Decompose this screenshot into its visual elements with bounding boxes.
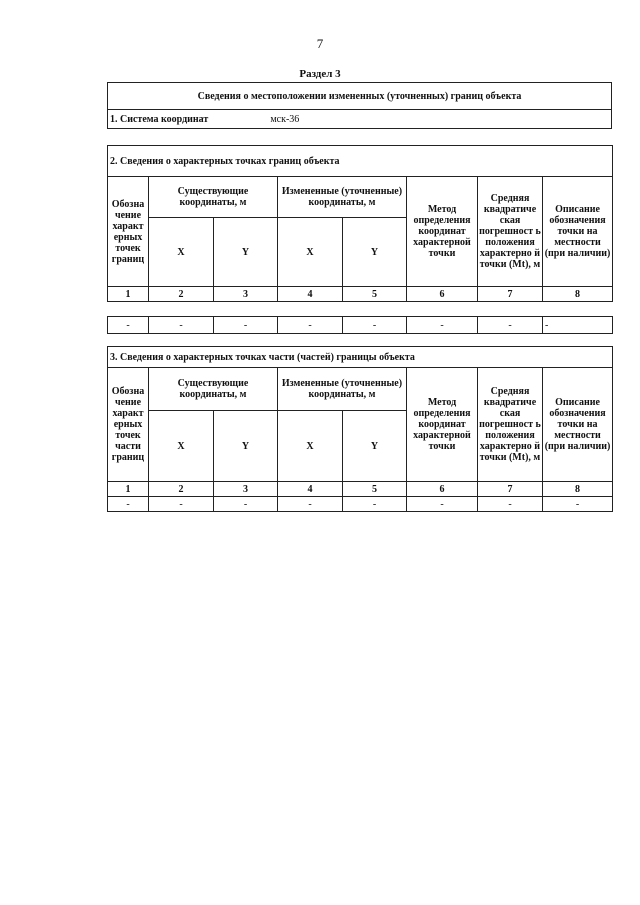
header-designation: Обозна чение характ ерных точек границ bbox=[108, 177, 149, 287]
header-y-existing: Y bbox=[214, 411, 278, 482]
header-designation: Обозна чение характ ерных точек части границ bbox=[108, 368, 149, 482]
header-x-existing: X bbox=[149, 218, 214, 287]
boundary-location-table bbox=[107, 82, 612, 129]
header-x-changed: X bbox=[278, 411, 343, 482]
table-cell: - bbox=[214, 497, 278, 512]
col-number: 4 bbox=[278, 482, 343, 497]
coord-system-label: 1. Система координат bbox=[110, 113, 209, 125]
col-number: 1 bbox=[108, 287, 149, 302]
block2-title: 2. Сведения о характерных точках границ объекта bbox=[108, 146, 613, 177]
header-method: Метод определения координат характерной точки bbox=[407, 368, 478, 482]
table-cell: - bbox=[108, 497, 149, 512]
table-cell: - bbox=[214, 317, 278, 334]
header-description: Описание обозначения точки на местности (при наличии) bbox=[543, 368, 613, 482]
col-number: 7 bbox=[478, 287, 543, 302]
header-description: Описание обозначения точки на местности (при наличии) bbox=[543, 177, 613, 287]
table-cell: - bbox=[478, 497, 543, 512]
table-cell: - bbox=[407, 497, 478, 512]
col-number: 3 bbox=[214, 287, 278, 302]
header-error: Средняя квадратиче ская погрешност ь положения характерно й точки (Mt), м bbox=[478, 177, 543, 287]
col-number: 5 bbox=[343, 287, 407, 302]
col-number: 1 bbox=[108, 482, 149, 497]
table-cell: - bbox=[149, 317, 214, 334]
header-existing-coords: Существующие координаты, м bbox=[149, 177, 278, 218]
table-cell: - bbox=[343, 317, 407, 334]
header-changed-coords: Измененные (уточненные) координаты, м bbox=[278, 368, 407, 411]
col-number: 4 bbox=[278, 287, 343, 302]
header-changed-coords: Измененные (уточненные) координаты, м bbox=[278, 177, 407, 218]
boundary-points-table bbox=[107, 145, 613, 302]
table-cell: - bbox=[278, 497, 343, 512]
table-cell: - bbox=[543, 497, 613, 512]
header-y-changed: Y bbox=[343, 218, 407, 287]
table-cell: - bbox=[108, 317, 149, 334]
col-number: 8 bbox=[543, 482, 613, 497]
col-number: 2 bbox=[149, 482, 214, 497]
table-row bbox=[108, 317, 613, 334]
table-row bbox=[108, 497, 613, 512]
block3-title: 3. Сведения о характерных точках части (частей) границы объекта bbox=[108, 347, 613, 368]
header-x-changed: X bbox=[278, 218, 343, 287]
header-y-changed: Y bbox=[343, 411, 407, 482]
header-existing-coords: Существующие координаты, м bbox=[149, 368, 278, 411]
col-number: 6 bbox=[407, 482, 478, 497]
header-y-existing: Y bbox=[214, 218, 278, 287]
block1-title: Сведения о местоположении измененных (уточненных) границ объекта bbox=[108, 83, 612, 110]
page-number: 7 bbox=[316, 36, 324, 51]
col-number: 2 bbox=[149, 287, 214, 302]
header-method: Метод определения координат характерной точки bbox=[407, 177, 478, 287]
col-number: 5 bbox=[343, 482, 407, 497]
boundary-points-data-table bbox=[107, 316, 613, 334]
partial-boundary-points-table bbox=[107, 346, 613, 512]
col-number: 8 bbox=[543, 287, 613, 302]
table-cell: - bbox=[149, 497, 214, 512]
header-error: Средняя квадратиче ская погрешност ь положения характерно й точки (Mt), м bbox=[478, 368, 543, 482]
table-cell: - bbox=[278, 317, 343, 334]
col-number: 7 bbox=[478, 482, 543, 497]
coord-system-cell bbox=[108, 110, 612, 129]
col-number: 3 bbox=[214, 482, 278, 497]
section-title: Раздел 3 bbox=[299, 68, 341, 80]
header-x-existing: X bbox=[149, 411, 214, 482]
col-number: 6 bbox=[407, 287, 478, 302]
table-cell: - bbox=[343, 497, 407, 512]
table-cell: - bbox=[543, 317, 613, 334]
coord-system-value: мск-36 bbox=[270, 113, 300, 125]
table-cell: - bbox=[407, 317, 478, 334]
table-cell: - bbox=[478, 317, 543, 334]
